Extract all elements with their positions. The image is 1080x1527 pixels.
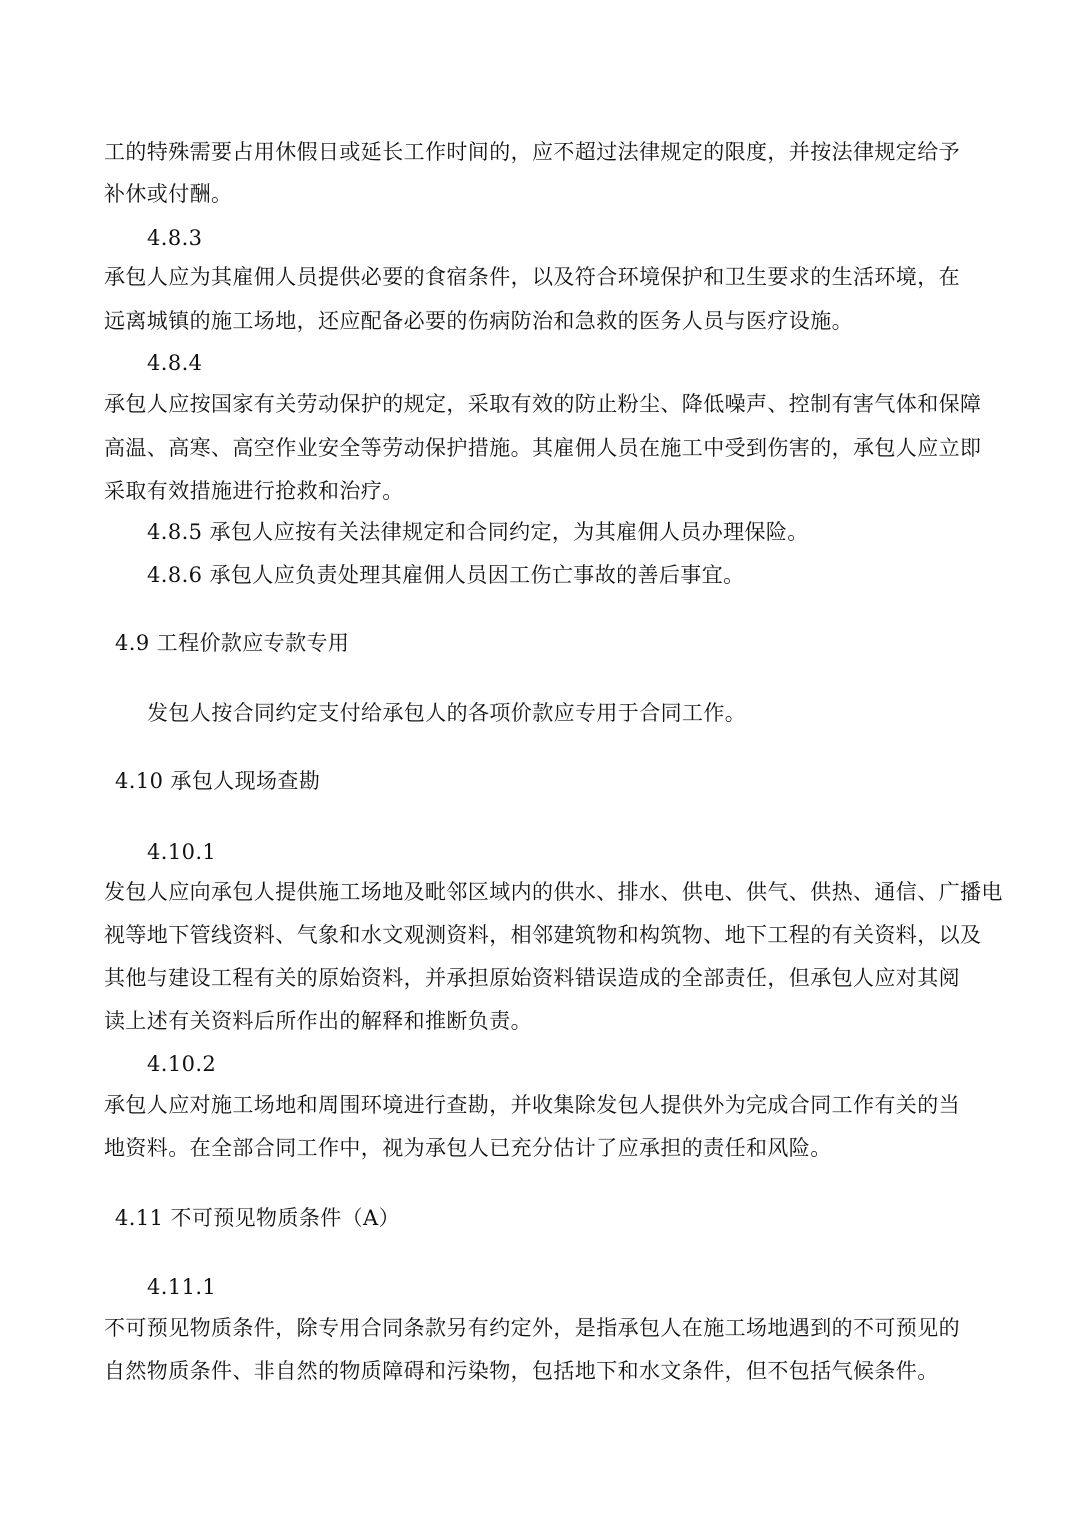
section-heading: 4.11 不可预见物质条件（A） bbox=[115, 1206, 400, 1230]
paragraph-line: 工的特殊需要占用休假日或延长工作时间的，应不超过法律规定的限度，并按法律规定给予 bbox=[104, 140, 960, 164]
clause-number: 4.8.4 bbox=[147, 351, 203, 375]
paragraph-line: 其他与建设工程有关的原始资料，并承担原始资料错误造成的全部责任，但承包人应对其阅 bbox=[104, 966, 960, 990]
clause-number: 4.11.1 bbox=[147, 1275, 217, 1299]
clause-line: 4.8.6 承包人应负责处理其雇佣人员因工伤亡事故的善后事宜。 bbox=[147, 563, 745, 587]
paragraph-line: 地资料。在全部合同工作中，视为承包人已充分估计了应承担的责任和风险。 bbox=[104, 1136, 832, 1160]
section-heading: 4.9 工程价款应专款专用 bbox=[115, 631, 350, 655]
paragraph-line: 补休或付酬。 bbox=[104, 182, 233, 206]
paragraph-line: 视等地下管线资料、气象和水文观测资料，相邻建筑物和构筑物、地下工程的有关资料，以及 bbox=[104, 923, 982, 947]
clause-line: 4.8.5 承包人应按有关法律规定和合同约定，为其雇佣人员办理保险。 bbox=[147, 520, 809, 544]
clause-number: 4.10.1 bbox=[147, 840, 217, 864]
paragraph-line: 发包人按合同约定支付给承包人的各项价款应专用于合同工作。 bbox=[147, 701, 747, 725]
paragraph-line: 承包人应对施工场地和周围环境进行查勘，并收集除发包人提供外为完成合同工作有关的当 bbox=[104, 1093, 960, 1117]
paragraph-line: 采取有效措施进行抢救和治疗。 bbox=[104, 479, 404, 503]
clause-number: 4.10.2 bbox=[147, 1052, 217, 1076]
paragraph-line: 不可预见物质条件，除专用合同条款另有约定外，是指承包人在施工场地遇到的不可预见的 bbox=[104, 1316, 960, 1340]
section-heading: 4.10 承包人现场查勘 bbox=[115, 769, 321, 793]
clause-number: 4.8.3 bbox=[147, 226, 203, 250]
paragraph-line: 承包人应为其雇佣人员提供必要的食宿条件，以及符合环境保护和卫生要求的生活环境，在 bbox=[104, 265, 960, 289]
paragraph-line: 承包人应按国家有关劳动保护的规定，采取有效的防止粉尘、降低噪声、控制有害气体和保障 bbox=[104, 392, 982, 416]
paragraph-line: 读上述有关资料后所作出的解释和推断负责。 bbox=[104, 1009, 532, 1033]
paragraph-line: 发包人应向承包人提供施工场地及毗邻区域内的供水、排水、供电、供气、供热、通信、广播电 bbox=[104, 880, 1003, 904]
paragraph-line: 高温、高寒、高空作业安全等劳动保护措施。其雇佣人员在施工中受到伤害的，承包人应立即 bbox=[104, 436, 982, 460]
paragraph-line: 自然物质条件、非自然的物质障碍和污染物，包括地下和水文条件，但不包括气候条件。 bbox=[104, 1359, 939, 1383]
paragraph-line: 远离城镇的施工场地，还应配备必要的伤病防治和急救的医务人员与医疗设施。 bbox=[104, 309, 853, 333]
